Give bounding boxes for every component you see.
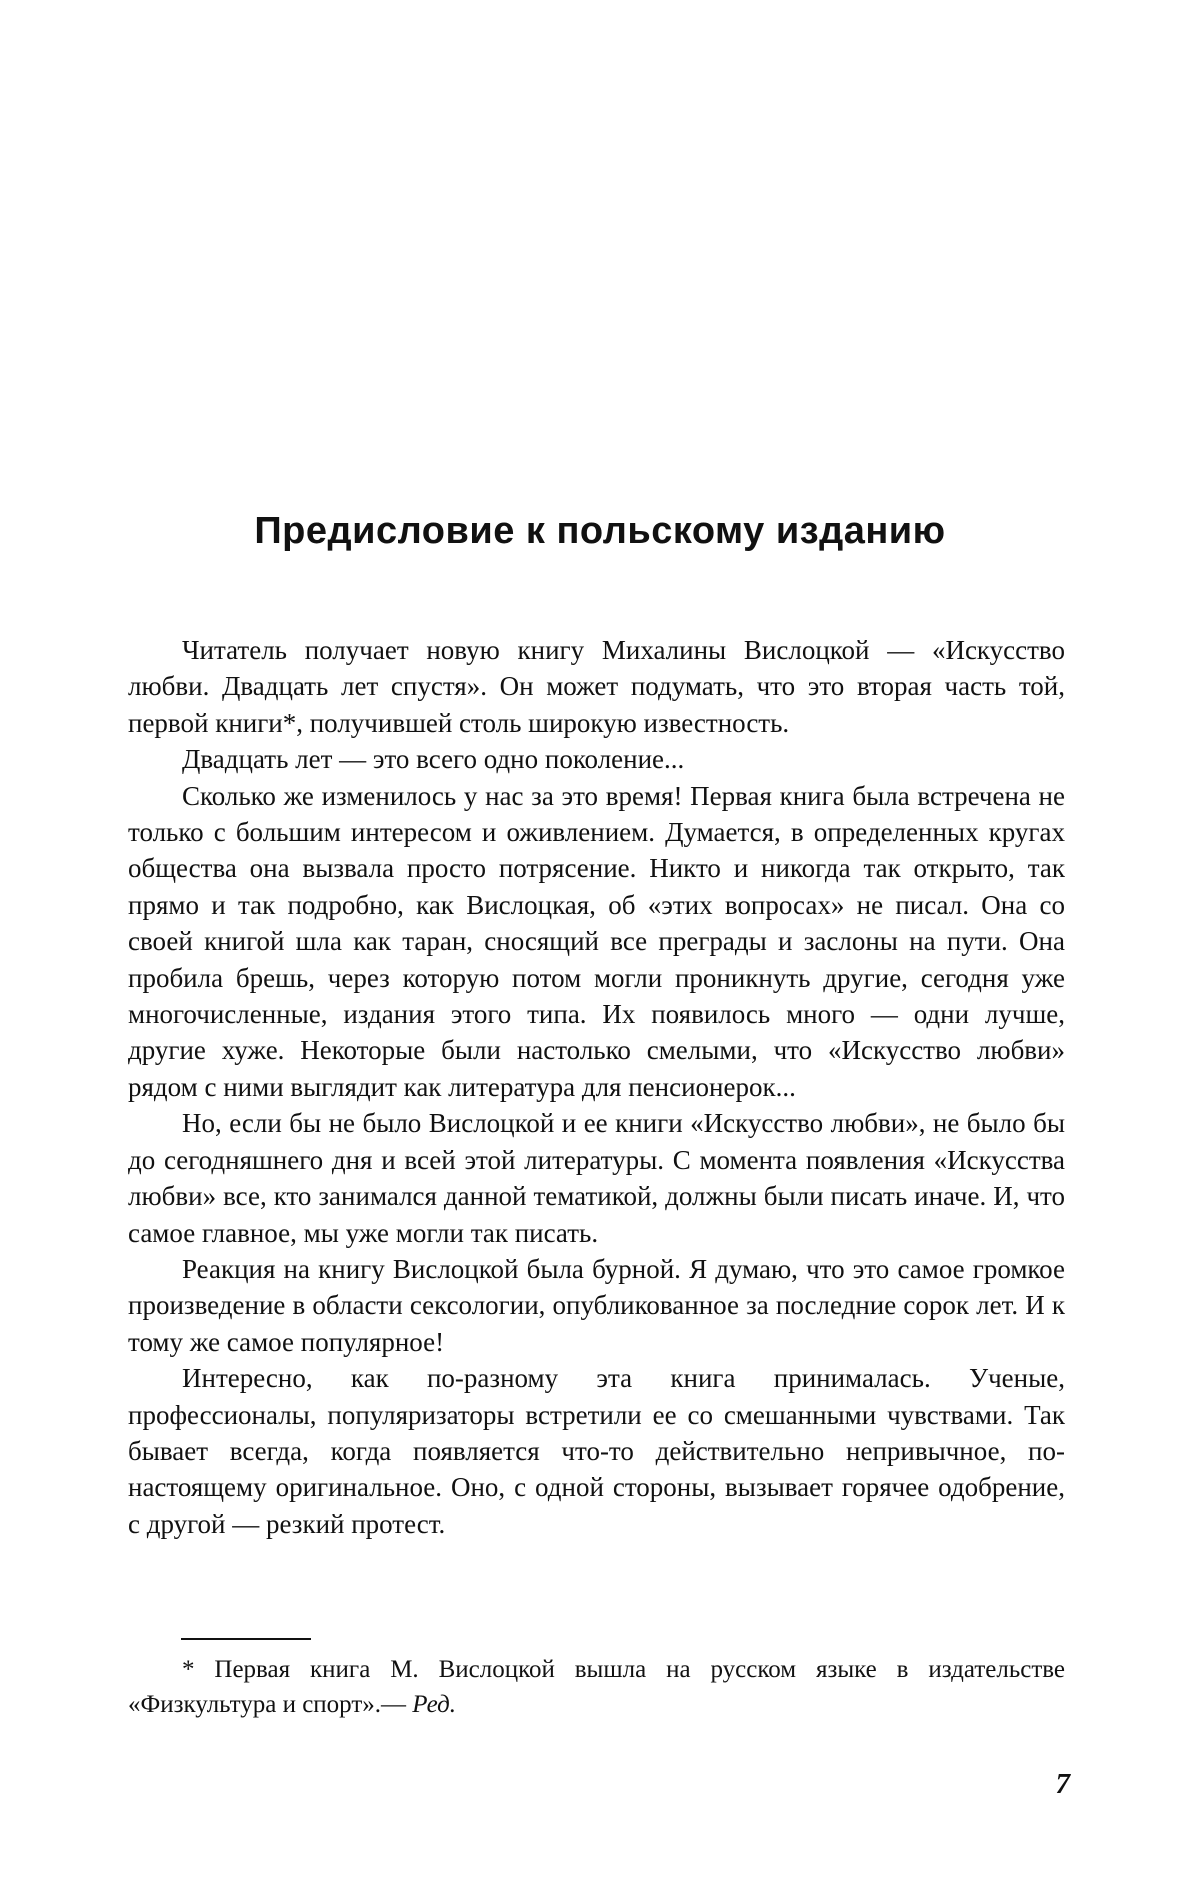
paragraph-5: Реакция на книгу Вислоцкой была бурной. Я думаю, что это самое громкое произведение в области сексологии, опубликованное за последние сорок лет. И к тому же самое популярное! xyxy=(128,1251,1065,1360)
paragraph-4: Но, если бы не было Вислоцкой и ее книги «Искусство любви», не было бы до сегодняшнего дня и всей этой литературы. С момента появления «Искусства любви» все, кто занимался данной тематикой, должны были писать иначе. И, что самое главное, мы уже могли так писать. xyxy=(128,1105,1065,1251)
footnote-divider xyxy=(181,1638,311,1640)
footnote xyxy=(128,1652,1065,1722)
paragraph-3: Сколько же изменилось у нас за это время! Первая книга была встречена не только с большим интересом и оживлением. Думается, в определенных кругах общества она вызвала просто потрясение. Никто и никогда так открыто, так прямо и так подробно, как Вислоцкая, об «этих вопросах» не писал. Она со своей книгой шла как таран, сносящий все преграды и заслоны на пути. Она пробила брешь, через которую потом могли проникнуть другие, сегодня уже многочисленные, издания этого типа. Их появилось много — одни лучше, другие хуже. Некоторые были настолько смелыми, что «Искусство любви» рядом с ними выглядит как литература для пенсионерок... xyxy=(128,778,1065,1106)
paragraph-2: Двадцать лет — это всего одно поколение... xyxy=(128,741,1065,777)
paragraph-1: Читатель получает новую книгу Михалины Вислоцкой — «Искусство любви. Двадцать лет спустя». Он может подумать, что это вторая часть той, первой книги*, получившей столь широкую известность. xyxy=(128,632,1065,741)
page-number: 7 xyxy=(1040,1768,1070,1801)
footnote-editor-mark: Ред. xyxy=(412,1691,456,1718)
paragraph-6: Интересно, как по-разному эта книга принималась. Ученые, профессионалы, популяризаторы встретили ее со смешанными чувствами. Так бывает всегда, когда появляется что-то действительно непривычное, по-настоящему оригинальное. Оно, с одной стороны, вызывает горячее одобрение, с другой — резкий протест. xyxy=(128,1360,1065,1542)
footnote-text: * Первая книга М. Вислоцкой вышла на русском языке в издательстве «Физкультура и спорт».— xyxy=(128,1656,1065,1718)
body-text xyxy=(128,632,1065,1542)
page-title: Предисловие к польскому изданию xyxy=(150,510,1050,553)
book-page xyxy=(0,0,1200,1894)
